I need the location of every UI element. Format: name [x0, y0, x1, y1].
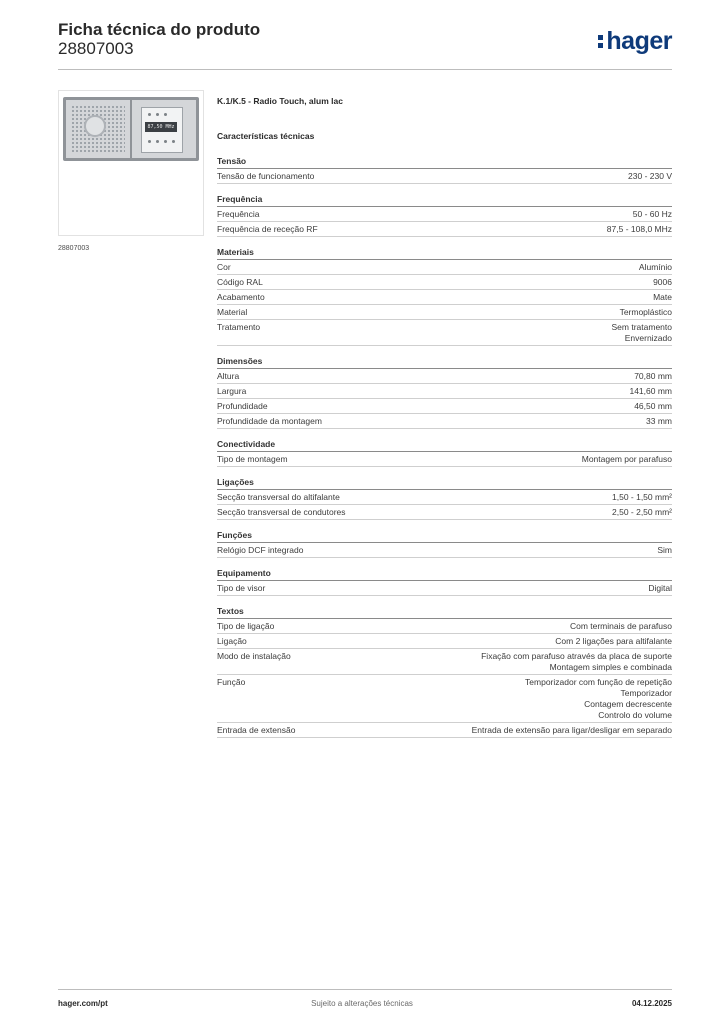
spec-label: Material [217, 307, 248, 317]
button-dot-icon [164, 140, 167, 143]
spec-label: Acabamento [217, 292, 265, 302]
spec-row [217, 260, 672, 275]
group-title: Materiais [217, 237, 672, 260]
image-caption: 28807003 [58, 245, 90, 252]
group-title: Textos [217, 596, 672, 619]
spec-groups [217, 146, 672, 738]
spec-label: Função [217, 677, 246, 687]
group-title: Conectividade [217, 429, 672, 452]
radio-display [141, 107, 183, 153]
spec-row [217, 207, 672, 222]
spec-row [217, 169, 672, 184]
spec-value: Entrada de extensão para ligar/desligar em separado [471, 725, 672, 735]
spec-value: Com terminais de parafuso [569, 621, 672, 631]
spec-row [217, 619, 672, 634]
spec-row [217, 452, 672, 467]
spec-value: 70,80 mm [634, 371, 672, 381]
spec-group [217, 237, 672, 346]
spec-value: 141,60 mm [629, 386, 672, 396]
spec-label: Modo de instalação [217, 651, 291, 661]
header-divider [58, 69, 672, 70]
spec-label: Tipo de visor [217, 583, 266, 593]
spec-value: 230 - 230 V [628, 171, 672, 181]
spec-label: Secção transversal de condutores [217, 507, 346, 517]
spec-label: Frequência de receção RF [217, 224, 318, 234]
spec-label: Relógio DCF integrado [217, 545, 304, 555]
spec-label: Entrada de extensão [217, 725, 296, 735]
spec-value: 46,50 mm [634, 401, 672, 411]
spec-row [217, 543, 672, 558]
spec-value: Termoplástico [619, 307, 672, 317]
button-dot-icon [156, 140, 159, 143]
footer-notice: Sujeito a alterações técnicas [311, 999, 413, 1008]
group-title: Tensão [217, 146, 672, 169]
group-title: Ligações [217, 467, 672, 490]
spec-value: 87,5 - 108,0 MHz [606, 224, 672, 234]
speaker-module [66, 100, 130, 158]
spec-row [217, 581, 672, 596]
spec-label: Cor [217, 262, 231, 272]
spec-row [217, 414, 672, 429]
spec-group [217, 558, 672, 596]
spec-row [217, 320, 672, 346]
spec-label: Frequência [217, 209, 260, 219]
lcd-readout: 87,50 MHz [145, 122, 177, 132]
spec-label: Secção transversal do altifalante [217, 492, 340, 502]
speaker-icon [84, 115, 106, 137]
spec-value: Com 2 ligações para altifalante [555, 636, 672, 646]
spec-row [217, 634, 672, 649]
spec-label: Tipo de ligação [217, 621, 275, 631]
product-frame [63, 97, 199, 161]
button-dot-icon [148, 113, 151, 116]
button-dot-icon [172, 140, 175, 143]
spec-row [217, 675, 672, 723]
spec-label: Tratamento [217, 322, 261, 332]
spec-label: Altura [217, 371, 240, 381]
group-title: Equipamento [217, 558, 672, 581]
spec-label: Código RAL [217, 277, 263, 287]
spec-row [217, 505, 672, 520]
spec-label: Largura [217, 386, 247, 396]
group-title: Frequência [217, 184, 672, 207]
product-name: K.1/K.5 - Radio Touch, alum lac [217, 96, 343, 106]
button-dot-icon [156, 113, 159, 116]
spec-row [217, 305, 672, 320]
spec-value: 9006 [653, 277, 672, 287]
spec-label: Profundidade da montagem [217, 416, 322, 426]
spec-value: Temporizador com função de repetição Temporizador Contagem decrescente Controlo do volume [525, 677, 672, 720]
footer-website: hager.com/pt [58, 999, 108, 1008]
spec-group [217, 596, 672, 738]
spec-content [217, 95, 672, 738]
group-title: Funções [217, 520, 672, 543]
spec-group [217, 467, 672, 520]
logo-colon-icon [598, 32, 604, 50]
spec-label: Ligação [217, 636, 247, 646]
spec-value: Alumínio [638, 262, 672, 272]
spec-value: Mate [653, 292, 672, 302]
spec-row [217, 723, 672, 738]
spec-group [217, 429, 672, 467]
spec-label: Profundidade [217, 401, 268, 411]
footer-divider [58, 989, 672, 990]
spec-value: 33 mm [646, 416, 672, 426]
spec-value: Montagem por parafuso [581, 454, 672, 464]
spec-label: Tipo de montagem [217, 454, 288, 464]
spec-row [217, 275, 672, 290]
section-heading: Características técnicas [217, 131, 315, 141]
spec-row [217, 290, 672, 305]
footer-date: 04.12.2025 [631, 999, 672, 1008]
spec-group [217, 346, 672, 429]
spec-label: Tensão de funcionamento [217, 171, 315, 181]
spec-row [217, 384, 672, 399]
spec-group [217, 146, 672, 184]
spec-row [217, 222, 672, 237]
radio-module [132, 100, 196, 158]
spec-value: Sem tratamento Envernizado [611, 322, 672, 343]
button-dot-icon [148, 140, 151, 143]
group-title: Dimensões [217, 346, 672, 369]
logo-text: hager [606, 27, 672, 55]
spec-row [217, 649, 672, 675]
spec-value: 2,50 - 2,50 mm² [612, 507, 672, 517]
spec-value: Fixação com parafuso através da placa de suporte Montagem simples e combinada [481, 651, 672, 672]
button-dot-icon [164, 113, 167, 116]
spec-value: Digital [648, 583, 672, 593]
hager-logo [598, 27, 672, 55]
spec-row [217, 490, 672, 505]
spec-value: 1,50 - 1,50 mm² [612, 492, 672, 502]
page-title: Ficha técnica do produto [58, 20, 261, 39]
product-code: 28807003 [58, 39, 134, 58]
spec-row [217, 399, 672, 414]
product-image [58, 90, 204, 236]
spec-group [217, 184, 672, 237]
spec-group [217, 520, 672, 558]
spec-value: Sim [657, 545, 672, 555]
spec-value: 50 - 60 Hz [632, 209, 672, 219]
spec-row [217, 369, 672, 384]
